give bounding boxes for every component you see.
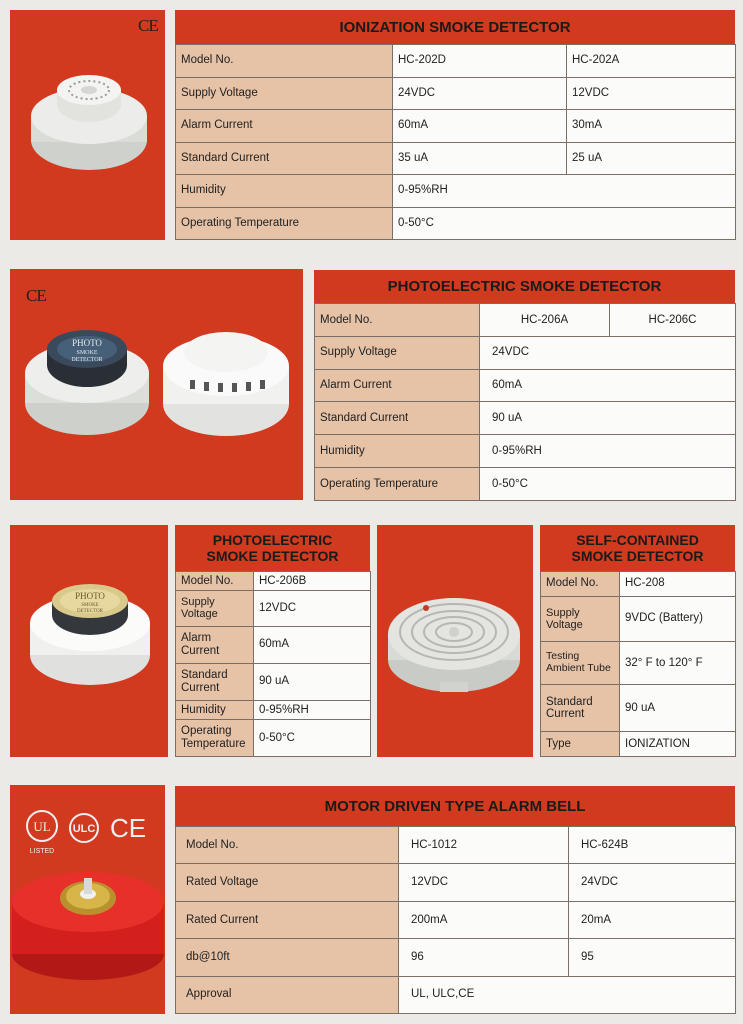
spec-value: 95 xyxy=(569,939,736,976)
selfcontained-title xyxy=(540,525,735,571)
table-row xyxy=(176,827,736,864)
ce-logo-text: CE xyxy=(109,813,147,843)
photo1-spec-table xyxy=(314,303,736,501)
table-row xyxy=(176,700,371,719)
spec-value: UL, ULC,CE xyxy=(399,976,736,1013)
ulc-logo-text: ULC xyxy=(72,823,96,835)
spec-label: Standard Current xyxy=(541,685,620,732)
bell-spec-table xyxy=(175,826,736,1014)
table-row xyxy=(315,304,736,337)
ce-mark: CE xyxy=(26,286,46,305)
spec-label: Model No. xyxy=(176,827,399,864)
spec-label: Testing Ambient Tube xyxy=(541,641,620,684)
spec-label: Model No. xyxy=(176,45,393,78)
table-row xyxy=(176,719,371,756)
spec-value: 32° F to 120° F xyxy=(620,641,736,684)
table-row xyxy=(176,110,736,143)
spec-value: 0-95%RH xyxy=(393,175,736,208)
spec-label: Type xyxy=(541,732,620,757)
spec-label: Standard Current xyxy=(176,663,254,700)
spec-value: HC-208 xyxy=(620,572,736,597)
spec-value: 90 uA xyxy=(620,685,736,732)
spec-label: Operating Temperature xyxy=(315,468,480,501)
table-row xyxy=(315,369,736,402)
table-row xyxy=(176,572,371,591)
spec-label: Humidity xyxy=(176,700,254,719)
spec-label: Model No. xyxy=(176,572,254,591)
table-row xyxy=(176,207,736,240)
spec-value: 12VDC xyxy=(399,864,569,901)
photo2-title-line1: PHOTOELECTRIC xyxy=(212,531,333,548)
photo2-title xyxy=(175,525,370,571)
spec-value: 200mA xyxy=(399,901,569,938)
spec-label: Humidity xyxy=(176,175,393,208)
spec-label: Supply Voltage xyxy=(176,591,254,626)
spec-label: Operating Temperature xyxy=(176,719,254,756)
spec-label: Alarm Current xyxy=(315,369,480,402)
spec-value: 9VDC (Battery) xyxy=(620,596,736,641)
table-row xyxy=(176,901,736,938)
device-label-smoke: SMOKE xyxy=(81,603,99,608)
device-label-smoke: SMOKE xyxy=(76,350,98,356)
table-row xyxy=(176,175,736,208)
table-row xyxy=(541,685,736,732)
table-row xyxy=(315,336,736,369)
table-row xyxy=(176,976,736,1013)
spec-label: Humidity xyxy=(315,435,480,468)
table-row xyxy=(176,939,736,976)
table-row xyxy=(176,45,736,78)
photo2-spec-table xyxy=(175,571,371,757)
spec-label: Alarm Current xyxy=(176,626,254,663)
spec-value: 35 uA xyxy=(393,142,567,175)
spec-label: Standard Current xyxy=(176,142,393,175)
spec-value: 96 xyxy=(399,939,569,976)
table-row xyxy=(315,402,736,435)
device-label-detector: DETECTOR xyxy=(76,609,104,614)
table-row xyxy=(176,626,371,663)
spec-label: Supply Voltage xyxy=(176,77,393,110)
spec-value: HC-202D xyxy=(393,45,567,78)
table-row xyxy=(176,591,371,626)
photo-detector-black-image xyxy=(22,325,152,440)
ionization-detector-image xyxy=(28,70,150,180)
ionization-spec-table xyxy=(175,44,736,240)
spec-label: Model No. xyxy=(315,304,480,337)
device-label-photo: PHOTO xyxy=(72,338,102,348)
spec-value: HC-206B xyxy=(254,572,371,591)
table-row xyxy=(541,572,736,597)
spec-label: Supply Voltage xyxy=(315,336,480,369)
table-row xyxy=(541,732,736,757)
bell-title: MOTOR DRIVEN TYPE ALARM BELL xyxy=(175,786,735,826)
spec-value: HC-624B xyxy=(569,827,736,864)
ionization-title: IONIZATION SMOKE DETECTOR xyxy=(175,10,735,44)
spec-value: 30mA xyxy=(567,110,736,143)
spec-value: 0-50°C xyxy=(254,719,371,756)
spec-value: 60mA xyxy=(254,626,371,663)
photo-detector-hc206b-image xyxy=(26,575,154,687)
spec-value: 0-95%RH xyxy=(480,435,736,468)
spec-value: 12VDC xyxy=(254,591,371,626)
photo2-title-line2: SMOKE DETECTOR xyxy=(206,548,339,564)
spec-label: Operating Temperature xyxy=(176,207,393,240)
spec-value: 60mA xyxy=(393,110,567,143)
spec-value: 12VDC xyxy=(567,77,736,110)
device-label-photo: PHOTO xyxy=(75,591,105,601)
spec-label: db@10ft xyxy=(176,939,399,976)
spec-label: Rated Voltage xyxy=(176,864,399,901)
spec-value: 60mA xyxy=(480,369,736,402)
photo-detector-white-image xyxy=(160,322,292,440)
photo1-title: PHOTOELECTRIC SMOKE DETECTOR xyxy=(314,270,735,303)
selfcontained-spec-table xyxy=(540,571,736,757)
spec-value: 24VDC xyxy=(393,77,567,110)
table-row xyxy=(176,663,371,700)
spec-value: IONIZATION xyxy=(620,732,736,757)
ce-mark: CE xyxy=(138,16,158,35)
table-row xyxy=(176,864,736,901)
spec-value: 0-95%RH xyxy=(254,700,371,719)
table-row xyxy=(176,142,736,175)
selfcontained-title-line1: SELF-CONTAINED xyxy=(576,531,699,548)
spec-value: 0-50°C xyxy=(393,207,736,240)
spec-value: 90 uA xyxy=(480,402,736,435)
alarm-bell-image xyxy=(12,862,164,982)
table-row xyxy=(315,435,736,468)
selfcontained-detector-image xyxy=(384,580,524,698)
listed-text: LISTED xyxy=(29,848,55,855)
spec-value: HC-206A xyxy=(480,304,610,337)
ul-logo-text: UL xyxy=(33,819,51,834)
table-row xyxy=(315,468,736,501)
spec-value: HC-202A xyxy=(567,45,736,78)
certification-marks xyxy=(22,806,152,858)
spec-value: 20mA xyxy=(569,901,736,938)
spec-value: HC-206C xyxy=(610,304,736,337)
spec-value: 90 uA xyxy=(254,663,371,700)
spec-label: Rated Current xyxy=(176,901,399,938)
spec-value: 0-50°C xyxy=(480,468,736,501)
device-label-detector: DETECTOR xyxy=(71,357,103,363)
spec-label: Model No. xyxy=(541,572,620,597)
spec-label: Approval xyxy=(176,976,399,1013)
table-row xyxy=(541,641,736,684)
spec-value: 24VDC xyxy=(569,864,736,901)
table-row xyxy=(176,77,736,110)
spec-label: Alarm Current xyxy=(176,110,393,143)
table-row xyxy=(541,596,736,641)
selfcontained-title-line2: SMOKE DETECTOR xyxy=(571,548,704,564)
spec-label: Supply Voltage xyxy=(541,596,620,641)
spec-value: HC-1012 xyxy=(399,827,569,864)
spec-label: Standard Current xyxy=(315,402,480,435)
spec-value: 25 uA xyxy=(567,142,736,175)
spec-value: 24VDC xyxy=(480,336,736,369)
